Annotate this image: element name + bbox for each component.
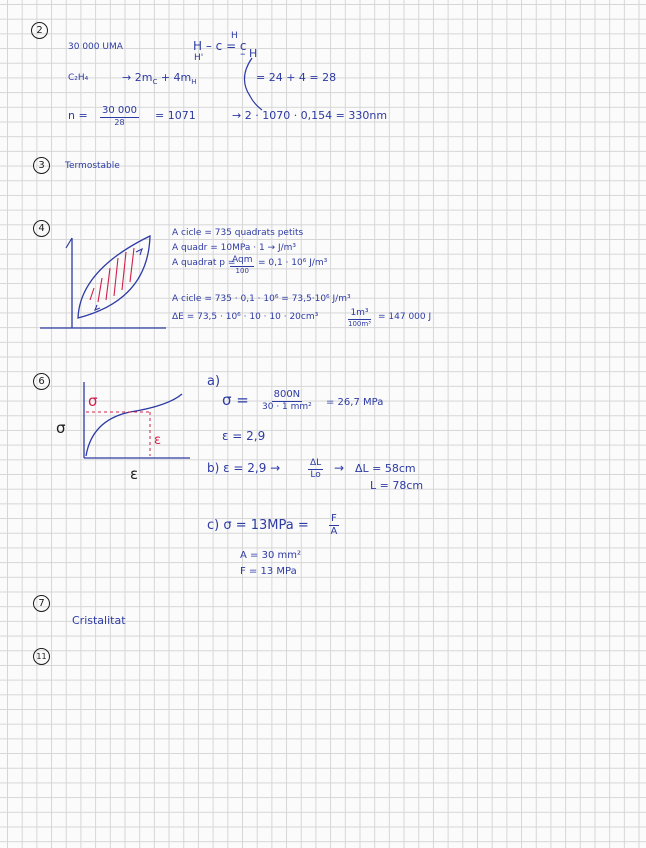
q4-fraction-1-num: Aqm bbox=[232, 255, 253, 265]
part-c-equation: c) σ = 13MPa = bbox=[207, 518, 309, 533]
graph-eps-mark: ε bbox=[154, 433, 162, 448]
strain-fraction bbox=[308, 459, 323, 480]
q4-line-4: A cicle = 735 · 0,1 · 10⁶ = 73,5·10⁶ J/m³ bbox=[172, 294, 351, 304]
area-value: A = 30 mm² bbox=[240, 550, 301, 561]
struct-main: H – c = c bbox=[193, 39, 247, 53]
monomer-formula: C₂H₄ bbox=[68, 73, 89, 83]
sigma-denominator: 30 · 1 mm² bbox=[262, 402, 312, 412]
mass-c-sub: C bbox=[152, 78, 158, 87]
q4-line-2: A quadr = 10MPa · 1 → J/m³ bbox=[172, 243, 297, 253]
question-7-number-text: 7 bbox=[38, 598, 45, 609]
struct-low-h: H' bbox=[194, 53, 204, 63]
part-b-arrow: → bbox=[334, 461, 345, 475]
struct-right-h: – H bbox=[240, 47, 258, 60]
q4-line-3b: = 0,1 · 10⁶ J/m³ bbox=[258, 258, 328, 268]
question-7-number bbox=[33, 595, 50, 612]
q4-fraction-1-den: 100 bbox=[235, 267, 249, 275]
l-value: L = 78cm bbox=[370, 479, 424, 492]
sigma-result: = 26,7 MPa bbox=[326, 397, 384, 408]
strain-numerator: ΔL bbox=[310, 458, 322, 468]
question-11-number bbox=[33, 648, 50, 665]
question-11-number-text: 11 bbox=[36, 652, 47, 661]
polymer-mass: 30 000 UMA bbox=[68, 42, 123, 52]
q4-line-5b: = 147 000 J bbox=[378, 312, 432, 322]
graph-x-axis-label: ε bbox=[130, 465, 139, 483]
force-value: F = 13 MPa bbox=[240, 566, 297, 577]
part-b-equation: b) ε = 2,9 → bbox=[207, 461, 281, 475]
answer-7: Cristalitat bbox=[72, 614, 126, 627]
stress-fraction bbox=[329, 514, 339, 537]
graph-y-axis-label: σ bbox=[56, 419, 66, 437]
question-6-number-text: 6 bbox=[38, 376, 45, 387]
sigma-fraction bbox=[262, 390, 312, 412]
q4-fraction-2-num: 1m³ bbox=[350, 308, 369, 318]
struct-top-h: H bbox=[231, 31, 238, 41]
sigma-eq: σ = bbox=[222, 391, 249, 409]
chain-length: → 2 · 1070 · 0,154 = 330nm bbox=[232, 109, 388, 122]
answer-3: Termostable bbox=[65, 161, 120, 171]
n-numerator: 30 000 bbox=[102, 105, 137, 116]
stress-denominator: A bbox=[330, 526, 338, 537]
sigma-numerator: 800N bbox=[273, 389, 301, 400]
n-result: = 1071 bbox=[155, 109, 196, 122]
n-denominator: 28 bbox=[114, 118, 125, 127]
mass-plus-text: + 4m bbox=[157, 71, 192, 84]
part-a-label: a) bbox=[207, 374, 221, 389]
question-3-number-text: 3 bbox=[38, 160, 45, 171]
question-2-number-text: 2 bbox=[36, 25, 43, 36]
n-label: n = bbox=[68, 109, 88, 122]
mass-h-sub: H bbox=[191, 78, 197, 87]
q4-line-5a: ΔE = 73,5 · 10⁶ · 10 · 10 · 20cm³ bbox=[172, 312, 319, 322]
stress-numerator: F bbox=[331, 513, 337, 524]
q4-line-1: A cicle = 735 quadrats petits bbox=[172, 228, 304, 238]
epsilon-value: ε = 2,9 bbox=[222, 429, 266, 443]
mass-sum-text: → 2m bbox=[122, 71, 153, 84]
monomer-mass-result: = 24 + 4 = 28 bbox=[256, 71, 337, 84]
graph-sigma-mark: σ bbox=[88, 392, 98, 410]
strain-denominator: Lo bbox=[310, 470, 321, 480]
q4-line-3a: A quadrat p = bbox=[172, 258, 236, 268]
question-4-number-text: 4 bbox=[38, 223, 45, 234]
q4-fraction-2-den: 100m³ bbox=[348, 320, 371, 328]
delta-l-value: ΔL = 58cm bbox=[355, 462, 416, 475]
